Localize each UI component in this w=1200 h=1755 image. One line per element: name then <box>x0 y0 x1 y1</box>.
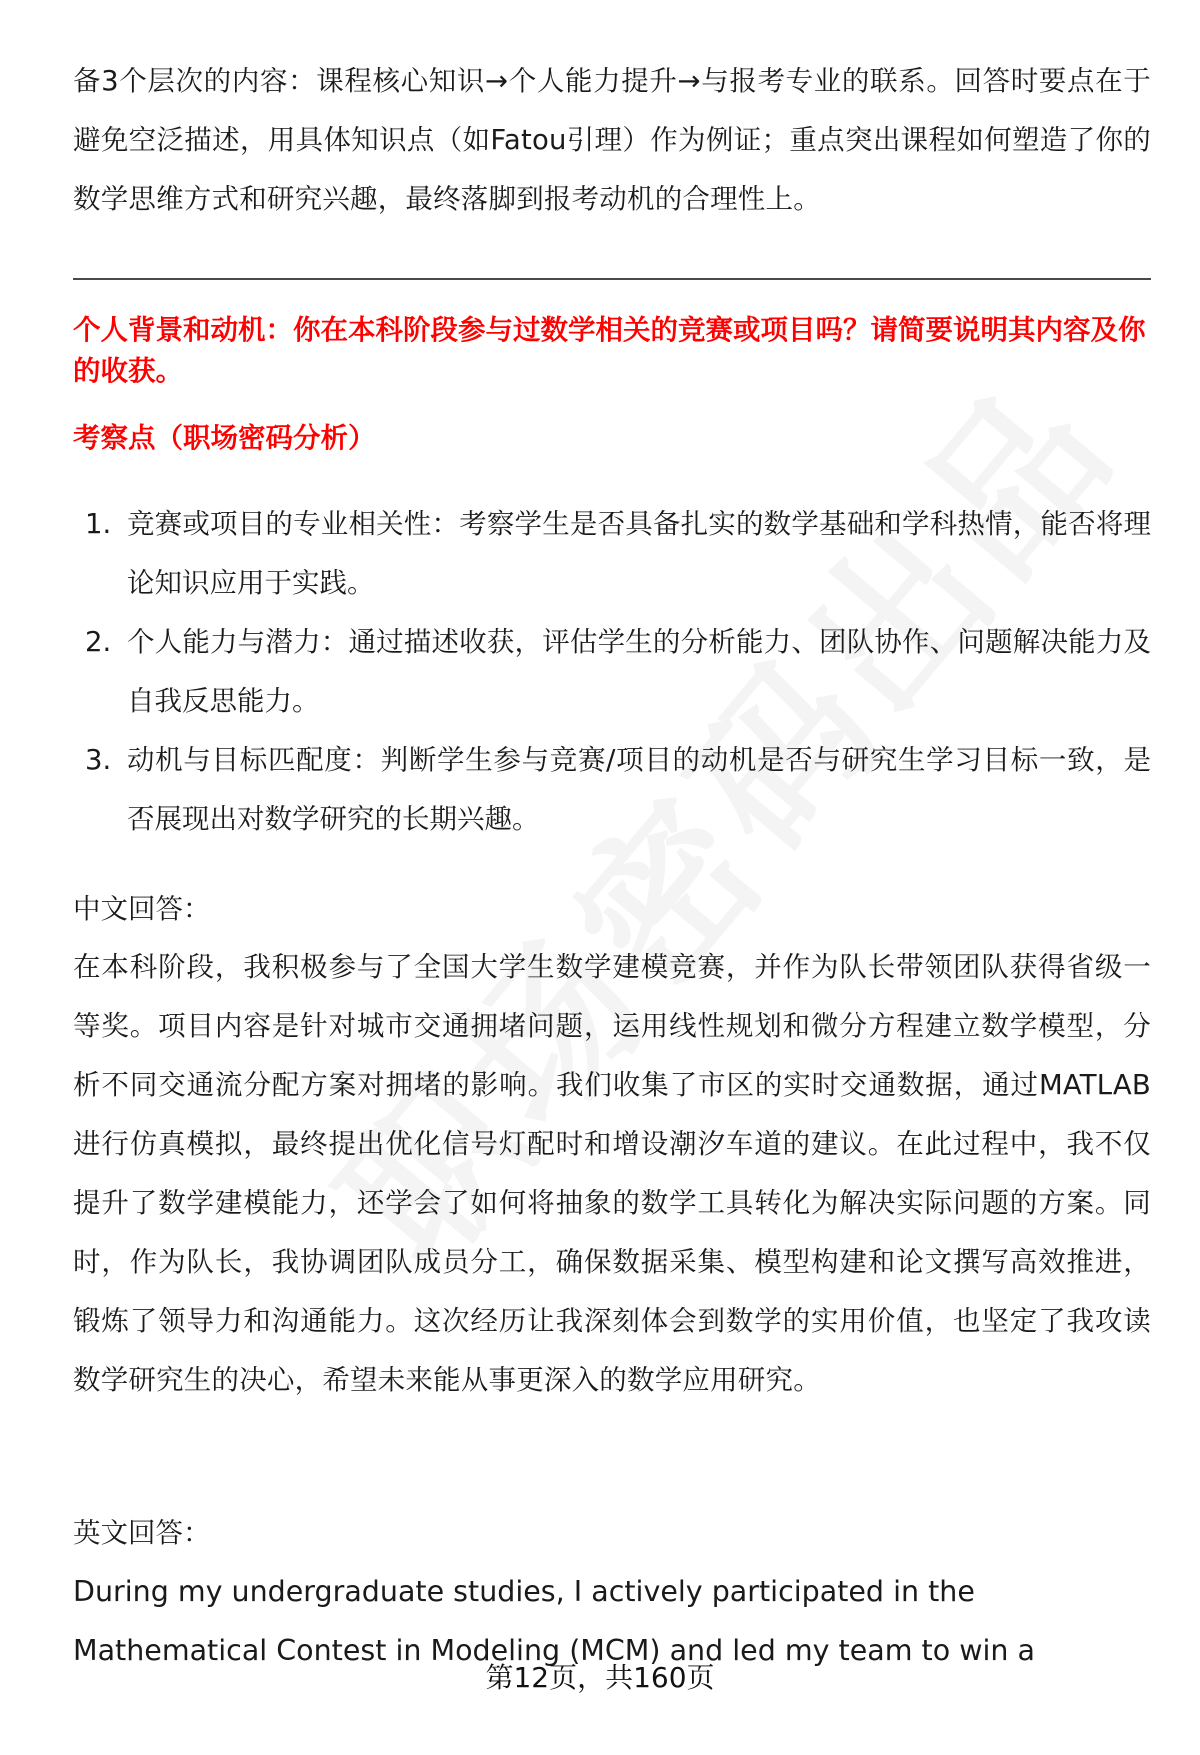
english-answer-line: During my undergraduate studies, I actively participated in the <box>73 1575 975 1608</box>
intro-paragraph: 备3个层次的内容：课程核心知识→个人能力提升→与报考专业的联系。回答时要点在于避免空泛描述，用具体知识点（如Fatou引理）作为例证；重点突出课程如何塑造了你的数学思维方式和研究兴趣，最终落脚到报考动机的合理性上。 <box>73 65 1151 215</box>
list-item-number: 2. <box>85 626 112 658</box>
page-footer: 第12页，共160页 <box>485 1661 715 1694</box>
document-page <box>73 0 1153 1755</box>
chinese-answer-label: 中文回答： <box>73 893 211 925</box>
list-item <box>73 731 1151 849</box>
points-list <box>73 495 1151 849</box>
list-item <box>73 613 1151 731</box>
points-heading: 考察点（职场密码分析） <box>73 422 376 454</box>
english-answer-line: Mathematical Contest in Modeling (MCM) and led my team to win a <box>73 1634 1036 1667</box>
chinese-answer-paragraph: 在本科阶段，我积极参与了全国大学生数学建模竞赛，并作为队长带领团队获得省级一等奖。项目内容是针对城市交通拥堵问题，运用线性规划和微分方程建立数学模型，分析不同交通流分配方案对拥堵的影响。我们收集了市区的实时交通数据，通过MATLAB进行仿真模拟，最终提出优化信号灯配时和增设潮汐车道的建议。在此过程中，我不仅提升了数学建模能力，还学会了如何将抽象的数学工具转化为解决实际问题的方案。同时，作为队长，我协调团队成员分工，确保数据采集、模型构建和论文撰写高效推进，锻炼了领导力和沟通能力。这次经历让我深刻体会到数学的实用价值，也坚定了我攻读数学研究生的决心，希望未来能从事更深入的数学应用研究。 <box>73 951 1151 1396</box>
question-heading: 个人背景和动机：你在本科阶段参与过数学相关的竞赛或项目吗？请简要说明其内容及你的收获。 <box>73 314 1146 387</box>
section-divider <box>73 278 1151 280</box>
english-answer-label: 英文回答： <box>73 1517 211 1549</box>
list-item <box>73 495 1151 613</box>
list-item-number: 3. <box>85 744 112 776</box>
list-item-text: 动机与目标匹配度：判断学生参与竞赛/项目的动机是否与研究生学习目标一致，是否展现出对数学研究的长期兴趣。 <box>127 744 1151 835</box>
list-item-number: 1. <box>85 508 112 540</box>
list-item-text: 竞赛或项目的专业相关性：考察学生是否具备扎实的数学基础和学科热情，能否将理论知识应用于实践。 <box>127 508 1151 599</box>
list-item-text: 个人能力与潜力：通过描述收获，评估学生的分析能力、团队协作、问题解决能力及自我反思能力。 <box>127 626 1151 717</box>
